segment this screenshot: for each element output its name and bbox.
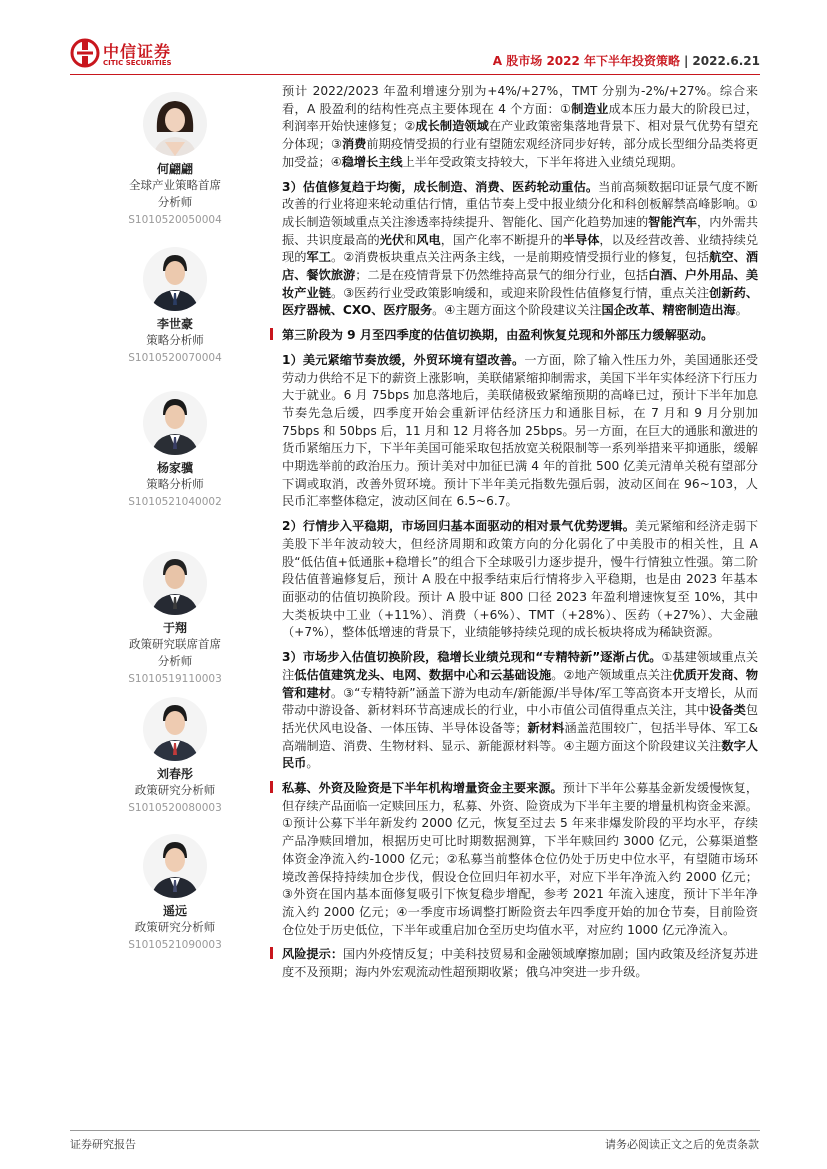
emphasis-text: 风电	[416, 232, 441, 247]
body-text: 涵盖范围较广，包括半导体、军工&高端制造、消费、生物材料、显示、新能源材料等。④主题方面这个阶段建议关注	[282, 720, 759, 753]
paragraph	[282, 780, 758, 939]
body-text: 上半年受政策支持较大，下半年将进入业绩兑现期。	[402, 154, 683, 169]
body-text: ①基建领域重点关注	[282, 650, 759, 682]
body-text: 。③医药行业受政策影响缓和，或迎来阶段性估值修复行情，重点关注	[330, 285, 710, 300]
paragraph	[282, 649, 758, 773]
analyst-card	[100, 551, 250, 687]
body-text: 。④主题方面这个阶段建议关注	[432, 303, 602, 318]
analyst-license: S1010520070004	[128, 352, 222, 364]
paragraph	[282, 352, 758, 511]
analyst-photo	[143, 834, 207, 898]
body-text: 前期疫情受损的行业有望随宏观经济同步好转，部分成长型细分品类将更加受益；④	[282, 137, 759, 169]
report-date: 2022.6.21	[692, 54, 760, 68]
section-heading	[282, 327, 758, 345]
analyst-license: S1010521090003	[128, 939, 222, 951]
body-text: 一方面，除了输入性压力外，美国通胀还受劳动力供给不足下的薪资上涨影响，美联储紧缩抑制需求，美国下半年实体经济下行压力大于就业。6 月 75bps 加息落地后，美联储极致紧缩预期的高峰已过，预计下半年加息节奏先急后缓，四季度开始会重新评估经济压力和通胀目标，在 7 月和 9 月分别加 75bps 和 50bps 后，11 月和 12 月将各加 25bps。另一方面，在巨大的通胀和激进的货币紧缩压力下，下半年美国可能采取包括放宽关税限制等一系列举措来平抑通胀，缓解中期选举前的政治压力。预计美对中加征已满 4 年的首批 500 亿美元清单关税有望部分下调或取消，改善外贸环境。预计下半年美元指数先强后弱，波动区间在 96~103，人民币汇率整体稳定，波动区间在 6.5~6.7。	[282, 352, 759, 509]
body-text: 。②消费板块重点关注两条主线，一是前期疫情受损行业的修复，包括	[330, 250, 710, 265]
analyst-title: 策略分析师	[146, 333, 204, 347]
emphasis-text: 设备类	[709, 703, 746, 718]
analyst-license: S1010520080003	[128, 802, 222, 814]
body-text: 。	[306, 756, 319, 771]
body-text: 。	[735, 303, 748, 318]
emphasis-text: 半导体	[562, 232, 600, 247]
section-marker	[270, 328, 273, 340]
paragraph	[282, 83, 758, 172]
emphasis-text: 消费	[341, 137, 367, 152]
body-text: 预计下半年公募基金新发缓慢恢复，但存续产品面临一定赎回压力，私募、外资、险资成为下半年主要的增量机构资金来源。①预计公募下半年新发约 2000 亿元，恢复至过去 5 年来非爆发阶段的平均水平，存续产品净赎回增加，根据历史可比时期数据测算，下半年赎回约 3000 亿元，公募渠道整体资金净流入约-1000 亿元；②私募当前整体仓位仍处于历史中位水平，有望随市场环境改善保持持续加仓步伐，假设仓位回归年初水平，对应下半年净流入约 2000 亿元；③外资在国内基本面修复吸引下恢复稳步增配，参考 2021 年流入速度，预计下半年净流入约 2000 亿元；④一季度市场调整打断险资去年四季度开始的加仓节奏，目前险资仓位处于历史低位，下半年或重启加仓至历史均值水平，对应约 1000 亿元净流入。	[282, 781, 759, 937]
analyst-name: 刘春彤	[156, 767, 193, 781]
emphasis-text: 成长制造领域	[415, 119, 489, 134]
footer-divider	[70, 1130, 760, 1131]
body-text: 成本压力最大的阶段已过，利润率开始快速修复；②	[282, 101, 759, 134]
analyst-title-line2: 分析师	[157, 654, 193, 668]
emphasis-text: 2）行情步入平稳期，市场回归基本面驱动的相对景气优势逻辑。	[282, 519, 636, 534]
analyst-title: 政策研究分析师	[134, 920, 216, 934]
section-heading-text: 第三阶段为 9 月至四季度的估值切换期，由盈利恢复兑现和外部压力缓解驱动。	[282, 328, 714, 343]
emphasis-text: 航空、酒店、餐饮旅游	[282, 250, 759, 283]
analyst-card	[100, 697, 250, 816]
report-title	[493, 52, 760, 69]
body-text: ，以及经营改善、业绩持续兑现的	[282, 232, 759, 265]
body-text: 和	[404, 232, 417, 247]
analyst-card	[100, 92, 250, 228]
header-divider	[70, 74, 760, 75]
citic-logo-icon	[70, 38, 100, 68]
emphasis-text: 创新药、医疗器械、CXO、医疗服务	[282, 285, 759, 318]
emphasis-text: 风险提示：	[282, 947, 344, 962]
analyst-title-line2: 分析师	[157, 195, 193, 209]
analyst-photo	[143, 391, 207, 455]
emphasis-text: 3）估值修复趋于均衡，成长制造、消费、医药轮动重估。	[282, 179, 599, 194]
analyst-license: S1010519110003	[128, 673, 222, 685]
emphasis-text: 低估值建筑龙头、电网、数据中心和云基础设施	[294, 667, 552, 682]
emphasis-text: 3）市场步入估值切换阶段，稳增长业绩兑现和“专精特新”逐渐占优。	[282, 650, 662, 665]
body-text: 在产业政策密集落地背景下、相对景气优势有望充分体现；③	[282, 119, 759, 152]
body-text: ；二是在疫情背景下仍然维持高景气的细分行业，包括	[355, 268, 649, 283]
body-text: ，国产化率不断提升的	[440, 232, 563, 247]
body-text: ，内外需共振、共识度最高的	[282, 214, 759, 247]
page-header	[70, 38, 760, 74]
analyst-photo	[143, 247, 207, 311]
emphasis-text: 国企改革、精密制造出海	[601, 303, 736, 318]
report-title-text: A 股市场 2022 年下半年投资策略	[492, 54, 681, 68]
logo-text: 中信证券	[103, 42, 172, 61]
emphasis-text: 新材料	[527, 720, 565, 735]
emphasis-text: 智能汽车	[648, 214, 697, 229]
footer-label: 证券研究报告	[70, 1138, 136, 1151]
analyst-photo	[143, 697, 207, 761]
emphasis-text: 光伏	[379, 232, 405, 247]
emphasis-text: 1）美元紧缩节奏放缓，外贸环境有望改善。	[282, 352, 525, 367]
section-marker	[270, 947, 273, 959]
analyst-title: 政策研究联席首席	[129, 637, 221, 651]
emphasis-text: 私募、外资及险资是下半年机构增量资金主要来源。	[282, 781, 563, 796]
analyst-name: 何翩翩	[156, 162, 193, 176]
footer-disclaimer: 请务必阅读正文之后的免责条款	[605, 1138, 759, 1151]
body-text: 包括光伏风电设备、一体压铸、半导体设备等；	[282, 703, 759, 735]
analyst-title: 策略分析师	[146, 477, 204, 491]
paragraph	[282, 518, 758, 642]
analyst-title: 政策研究分析师	[134, 783, 216, 797]
section-marker	[270, 781, 273, 793]
emphasis-text: 军工	[306, 250, 331, 265]
analyst-name: 遥远	[162, 904, 187, 918]
analyst-name: 李世豪	[156, 317, 193, 331]
body-text: 。③“专精特新”涵盖下游为电动车/新能源/半导体/军工等高资本开支增长，从而带动中游设备、新材料环节高速成长的行业，中小市值公司值得重点关注，其中	[282, 685, 759, 718]
emphasis-text: 稳增长主线	[341, 154, 403, 169]
analyst-title: 全球产业策略首席	[129, 178, 221, 192]
analyst-license: S1010521040002	[128, 496, 222, 508]
body-text: 国内外疫情反复；中美科技贸易和金融领域摩擦加剧；国内政策及经济复苏进度不及预期；海内外宏观流动性超预期收紧；俄乌冲突进一步升级。	[282, 947, 759, 980]
body-text: 美元紧缩和经济走弱下美股下半年波动较大，但经济周期和政策方向的分化弱化了中美股市的相关性，且 A 股“低估值+低通胀+稳增长”的组合下全球吸引力逐步提升，慢牛行情独立性强。第二阶段估值普遍修复后，预计 A 股在中报季结束后行情将步入平稳期，也是由 2023 年基本面驱动的估值切换阶段。预计 A 股中证 800 口径 2023 年盈利增速恢复至 10%，其中大类板块中工业（+11%）、消费（+6%）、TMT（+28%）、医药（+27%）、大金融（+7%），整体低增速的背景下，业绩能够持续兑现的成长板块将成为稀缺资源。	[282, 519, 759, 640]
emphasis-text: 制造业	[571, 101, 609, 116]
logo-subtext: CITIC SECURITIES	[103, 59, 172, 67]
report-body	[282, 83, 758, 989]
emphasis-text: 数字人民币	[282, 738, 758, 771]
analyst-card	[100, 247, 250, 366]
analyst-name: 杨家骥	[156, 461, 193, 475]
title-separator: |	[684, 54, 689, 68]
analyst-card	[100, 834, 250, 953]
paragraph	[282, 179, 758, 321]
analyst-license: S1010520050004	[128, 214, 222, 226]
analyst-photo	[143, 551, 207, 615]
body-text: 预计 2022/2023 年盈利增速分别为+4%/+27%，TMT 分别为-2%/+27%。综合来看，A 股盈利的结构性亮点主要体现在 4 个方面：①	[282, 84, 758, 116]
analyst-card	[100, 391, 250, 510]
paragraph	[282, 946, 758, 981]
analyst-photo	[143, 92, 207, 156]
body-text: 当前高频数据印证景气度不断改善的行业将迎来轮动重估行情，重估节奏上受中报业绩分化和科创板解禁高峰影响。①成长制造领域重点关注渗透率持续提升、智能化、国产化趋势加速的	[282, 179, 758, 229]
emphasis-text: 优质开发商、物管和建材	[282, 667, 759, 700]
analyst-name: 于翔	[162, 621, 187, 635]
emphasis-text: 白酒、户外用品、美妆产业链	[282, 268, 759, 300]
body-text: 。②地产领域重点关注	[551, 667, 673, 682]
